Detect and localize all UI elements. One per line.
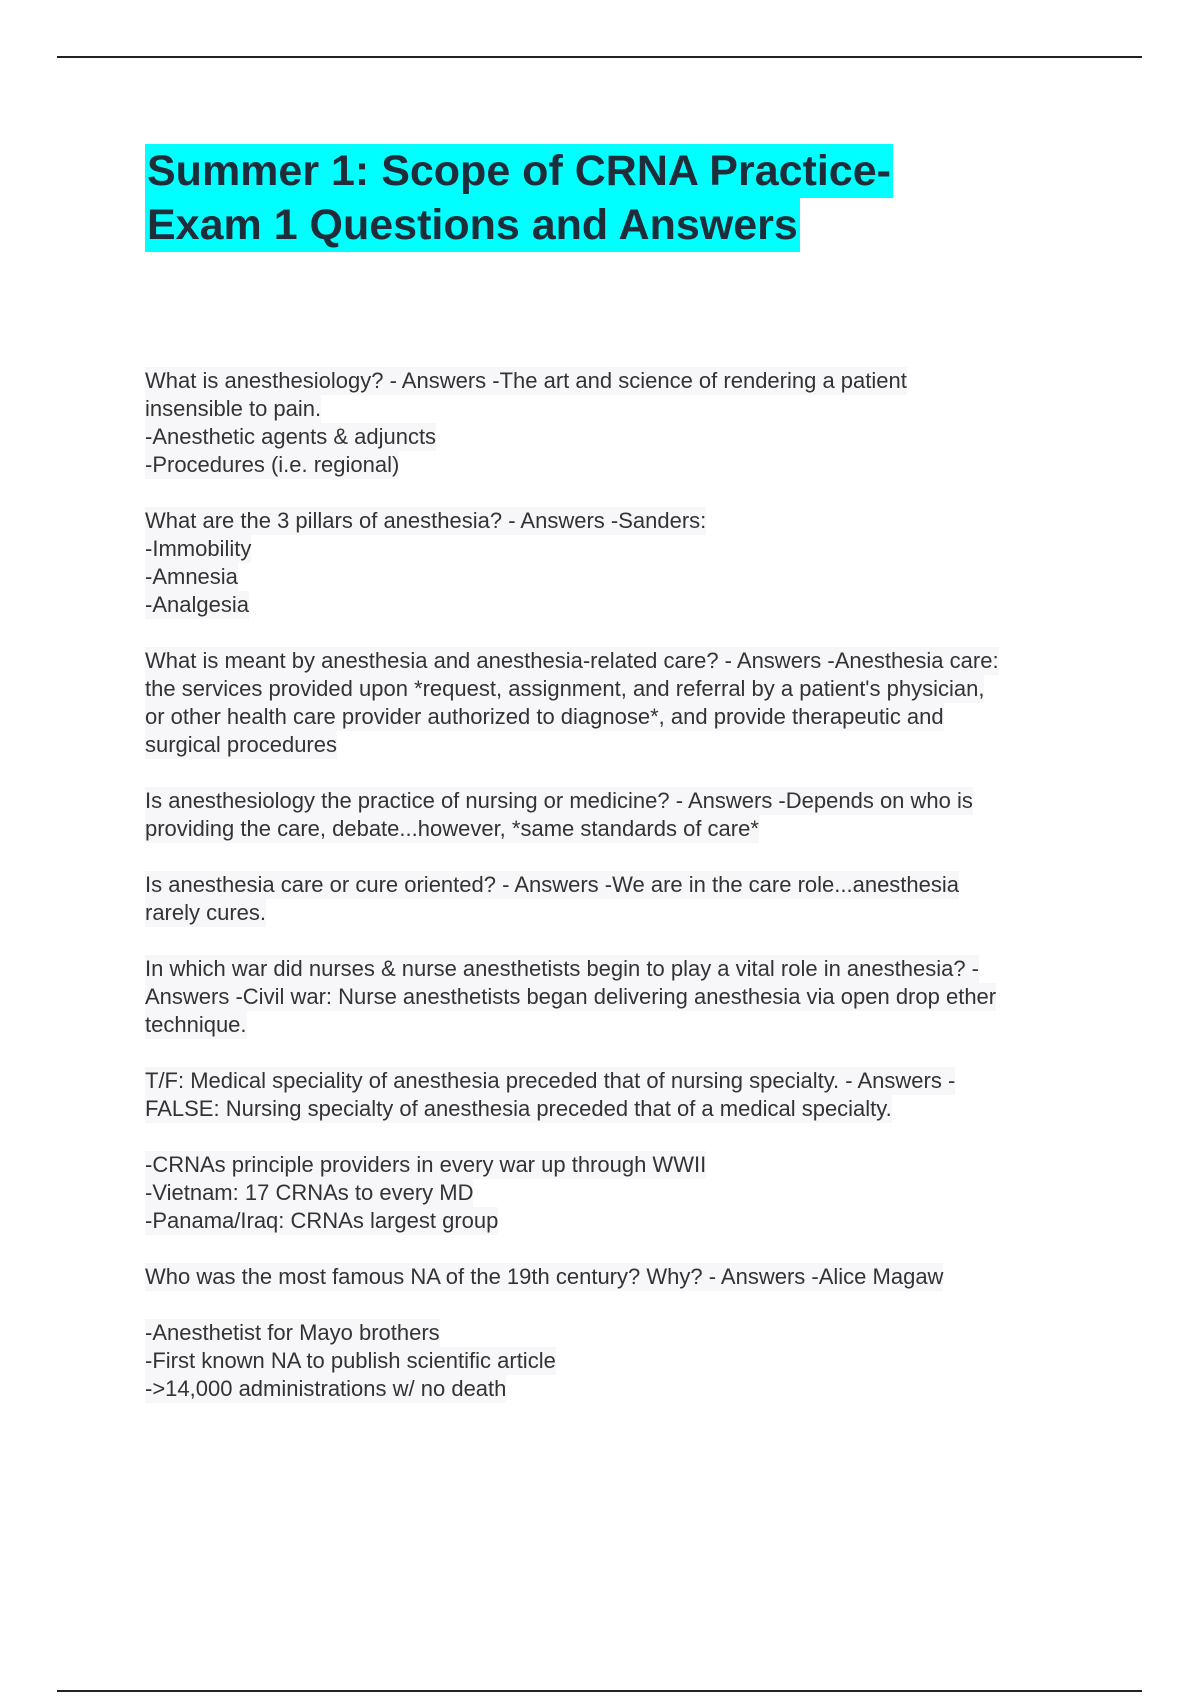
- qa-line: Who was the most famous NA of the 19th century? Why? - Answers -Alice Magaw: [145, 1264, 944, 1289]
- title-line-1: Summer 1: Scope of CRNA Practice-: [145, 144, 893, 198]
- qa-block-3: [145, 647, 1095, 759]
- qa-line: Is anesthesia care or cure oriented? - Answers -We are in the care role...anesthesia: [145, 872, 960, 897]
- qa-line: In which war did nurses & nurse anesthetists begin to play a vital role in anesthesia? -: [145, 956, 980, 981]
- qa-line: ->14,000 administrations w/ no death: [145, 1376, 507, 1401]
- qa-line: T/F: Medical speciality of anesthesia preceded that of nursing specialty. - Answers -: [145, 1068, 956, 1093]
- qa-line: What are the 3 pillars of anesthesia? - Answers -Sanders:: [145, 508, 707, 533]
- qa-line: -Vietnam: 17 CRNAs to every MD: [145, 1180, 474, 1205]
- title-line-2: Exam 1 Questions and Answers: [145, 198, 800, 252]
- qa-block-8: [145, 1151, 1095, 1235]
- qa-line: surgical procedures: [145, 732, 337, 757]
- qa-line: providing the care, debate...however, *same standards of care*: [145, 816, 759, 841]
- qa-line: -Anesthetist for Mayo brothers: [145, 1320, 440, 1345]
- qa-block-10: [145, 1319, 1095, 1403]
- qa-line: Answers -Civil war: Nurse anesthetists began delivering anesthesia via open drop ether: [145, 984, 997, 1009]
- qa-line: technique.: [145, 1012, 247, 1037]
- qa-block-7: [145, 1067, 1095, 1123]
- qa-line: -Immobility: [145, 536, 252, 561]
- qa-line: or other health care provider authorized to diagnose*, and provide therapeutic and: [145, 704, 944, 729]
- qa-line: -Procedures (i.e. regional): [145, 452, 400, 477]
- qa-line: FALSE: Nursing specialty of anesthesia preceded that of a medical specialty.: [145, 1096, 892, 1121]
- qa-line: Is anesthesiology the practice of nursing or medicine? - Answers -Depends on who is: [145, 788, 973, 813]
- qa-line: -Analgesia: [145, 592, 249, 617]
- qa-line: -CRNAs principle providers in every war up through WWII: [145, 1152, 707, 1177]
- qa-content: [145, 367, 1095, 1431]
- qa-line: rarely cures.: [145, 900, 267, 925]
- qa-line: -Panama/Iraq: CRNAs largest group: [145, 1208, 499, 1233]
- qa-block-2: [145, 507, 1095, 619]
- qa-line: What is meant by anesthesia and anesthesia-related care? - Answers -Anesthesia care:: [145, 648, 999, 673]
- bottom-rule: [57, 1690, 1142, 1692]
- qa-block-1: [145, 367, 1095, 479]
- qa-block-5: [145, 871, 1095, 927]
- qa-line: -First known NA to publish scientific article: [145, 1348, 556, 1373]
- qa-line: -Anesthetic agents & adjuncts: [145, 424, 437, 449]
- qa-line: insensible to pain.: [145, 396, 322, 421]
- qa-block-6: [145, 955, 1095, 1039]
- qa-line: the services provided upon *request, assignment, and referral by a patient's physician,: [145, 676, 985, 701]
- qa-block-9: [145, 1263, 1095, 1291]
- qa-line: -Amnesia: [145, 564, 238, 589]
- qa-block-4: [145, 787, 1095, 843]
- document-title: [145, 144, 1045, 252]
- qa-line: What is anesthesiology? - Answers -The art and science of rendering a patient: [145, 368, 907, 393]
- top-rule: [57, 56, 1142, 58]
